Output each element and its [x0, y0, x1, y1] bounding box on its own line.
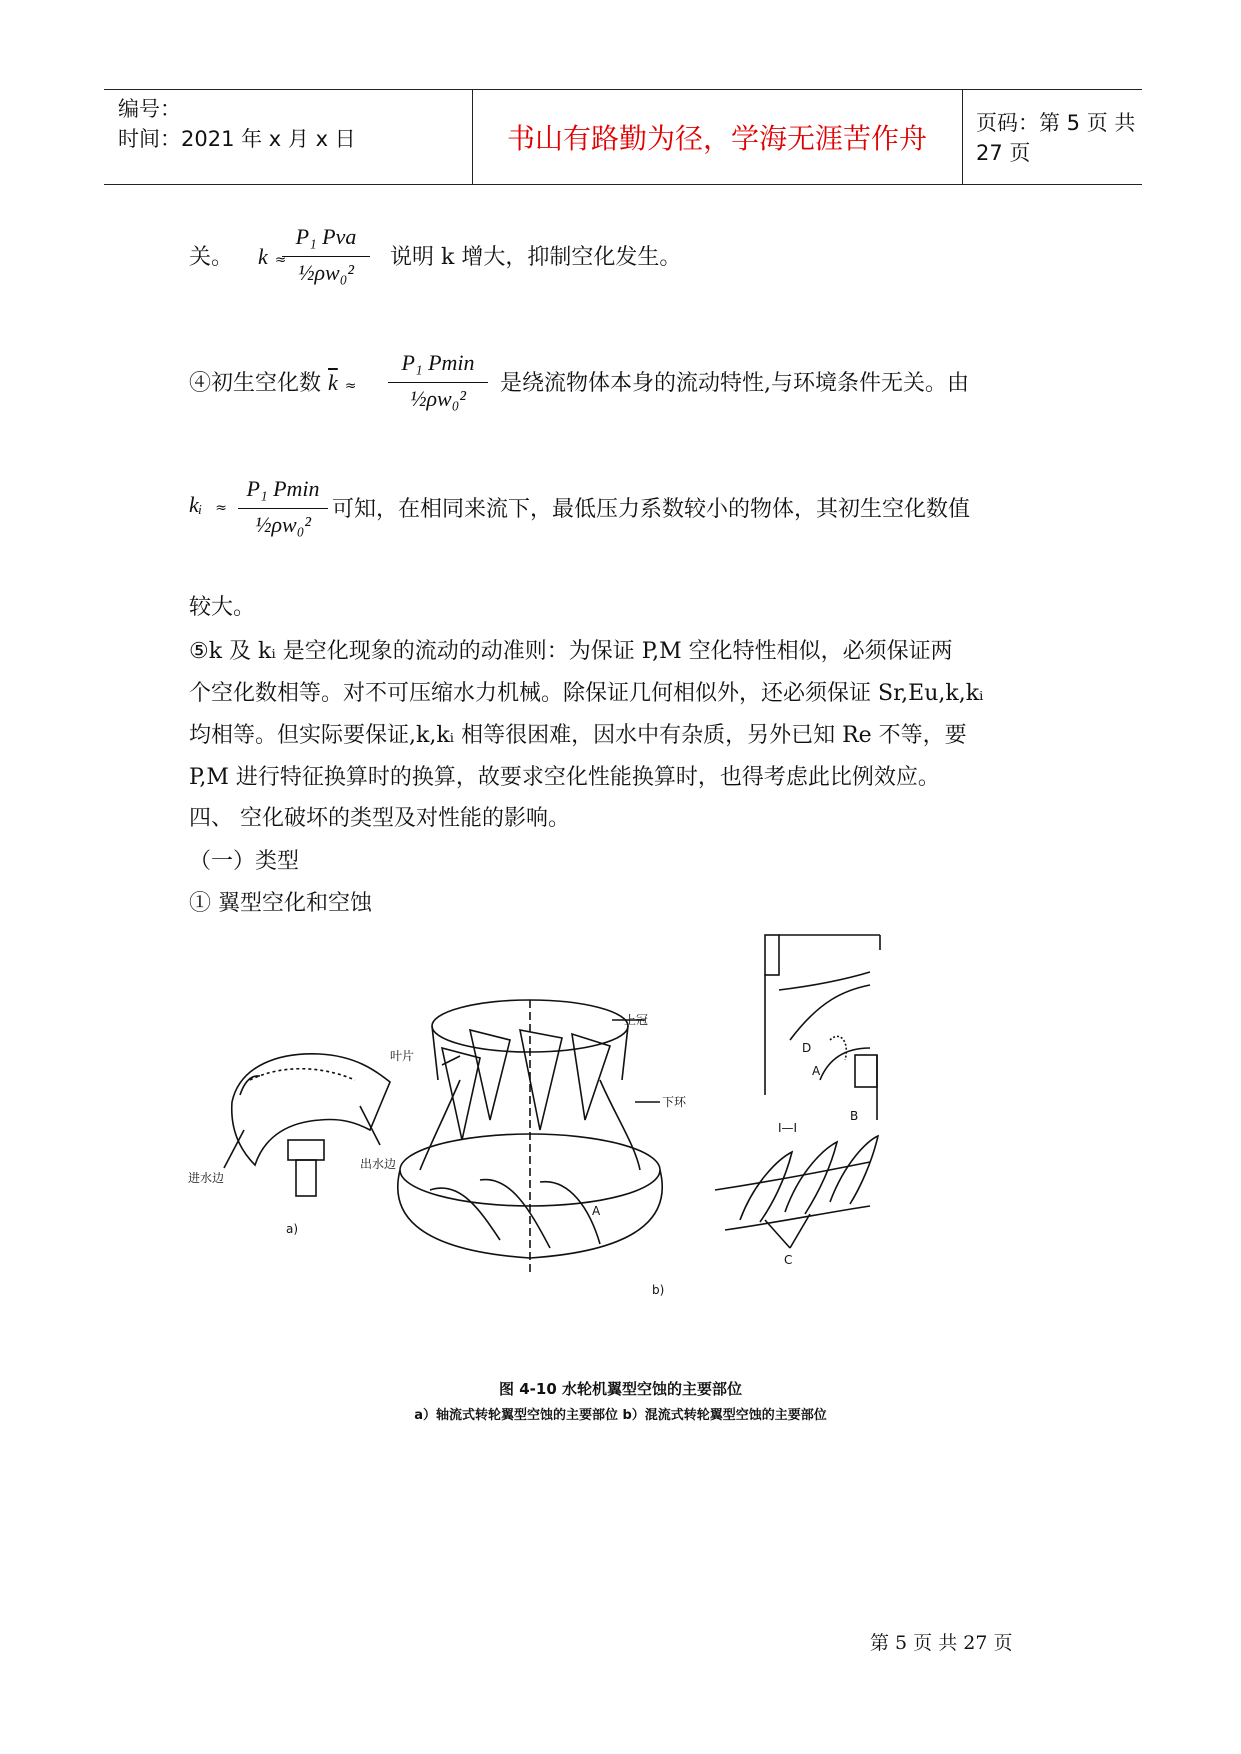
header-meta [118, 94, 466, 154]
label-a: a) [286, 1222, 299, 1236]
label-outlet: 出水边 [360, 1157, 397, 1171]
axial-blade-drawing [224, 1054, 390, 1196]
label-D: D [802, 1041, 812, 1055]
header-page-info: 页码：第 5 页 共 27 页 [976, 111, 1136, 165]
number-label: 编号： [118, 97, 181, 121]
label-B: B [850, 1109, 859, 1123]
numerator: P₁ Pmin [238, 476, 328, 509]
label-A: A [592, 1204, 601, 1218]
page-header [104, 89, 1142, 185]
numerator: P₁ Pmin [388, 350, 488, 383]
symbol-ki: kᵢ [189, 492, 203, 517]
text-fragment: 可知，在相同来流下，最低压力系数较小的物体，其初生空化数值 [332, 497, 971, 522]
paragraph-line: 个空化数相等。对不可压缩水力机械。除保证几何相似外，还必须保证 Sr,Eu,k,kᵢ [189, 681, 984, 706]
label-blade: 叶片 [390, 1049, 415, 1063]
meridional-section-drawing [765, 935, 880, 1120]
text-fragment: 关。 [189, 245, 234, 270]
label-band: 下环 [662, 1095, 687, 1109]
paragraph-line: 较大。 [189, 595, 256, 620]
section-heading: 四、 空化破坏的类型及对性能的影响。 [189, 806, 570, 831]
cascade-section-drawing [715, 1136, 878, 1248]
header-divider [472, 90, 473, 184]
label-A: A [812, 1064, 821, 1078]
label-inlet: 进水边 [188, 1171, 225, 1185]
label-b: b) [652, 1283, 665, 1297]
item-heading: ① 翼型空化和空蚀 [189, 891, 372, 916]
header-divider [962, 90, 963, 184]
page-footer: 第 5 页 共 27 页 [870, 1632, 1013, 1654]
label-crown: 上冠 [624, 1013, 649, 1027]
time-label: 时间：2021 年 x 月 x 日 [118, 127, 356, 151]
denominator: ½ρw₀² [298, 260, 354, 285]
paragraph-line: P,M 进行特征换算时的换算，故要求空化性能换算时，也得考虑此比例效应。 [189, 765, 940, 790]
header-motto: 书山有路勤为径，学海无涯苦作舟 [506, 122, 927, 155]
formula-line-2 [189, 366, 357, 397]
formula-line-1 [189, 240, 287, 271]
label-section: I—I [778, 1121, 798, 1135]
figure-subcaption: a）轴流式转轮翼型空蚀的主要部位 b）混流式转轮翼型空蚀的主要部位 [414, 1408, 827, 1423]
paragraph-line: ⑤k 及 kᵢ 是空化现象的流动的动准则：为保证 P,M 空化特性相似，必须保证两 [189, 639, 953, 664]
approx-sign: ≈ [274, 252, 287, 268]
symbol-k: k [258, 244, 268, 269]
symbol-k-bar: $\overline{k}$ [328, 370, 338, 395]
approx-sign: ≈ [215, 500, 227, 516]
text-fragment: 说明 k 增大，抑制空化发生。 [390, 245, 682, 270]
subsection-heading: （一）类型 [189, 849, 300, 874]
paragraph-line: 均相等。但实际要保证,k,kᵢ 相等很困难，因水中有杂质，另外已知 Re 不等，要 [189, 723, 967, 748]
label-C: C [784, 1253, 793, 1267]
numerator: P₁ Pva [282, 224, 370, 257]
formula-line-3 [189, 492, 227, 518]
turbine-cavitation-figure [180, 930, 1080, 1350]
approx-sign: ≈ [344, 378, 357, 394]
denominator: ½ρw₀² [255, 512, 311, 537]
text-fragment: 是绕流物体本身的流动特性,与环境条件无关。由 [500, 371, 969, 396]
figure-caption: 图 4-10 水轮机翼型空蚀的主要部位 [499, 1380, 742, 1398]
francis-runner-drawing [398, 1000, 662, 1275]
text-fragment: ④初生空化数 [189, 371, 322, 396]
denominator: ½ρw₀² [410, 386, 466, 411]
